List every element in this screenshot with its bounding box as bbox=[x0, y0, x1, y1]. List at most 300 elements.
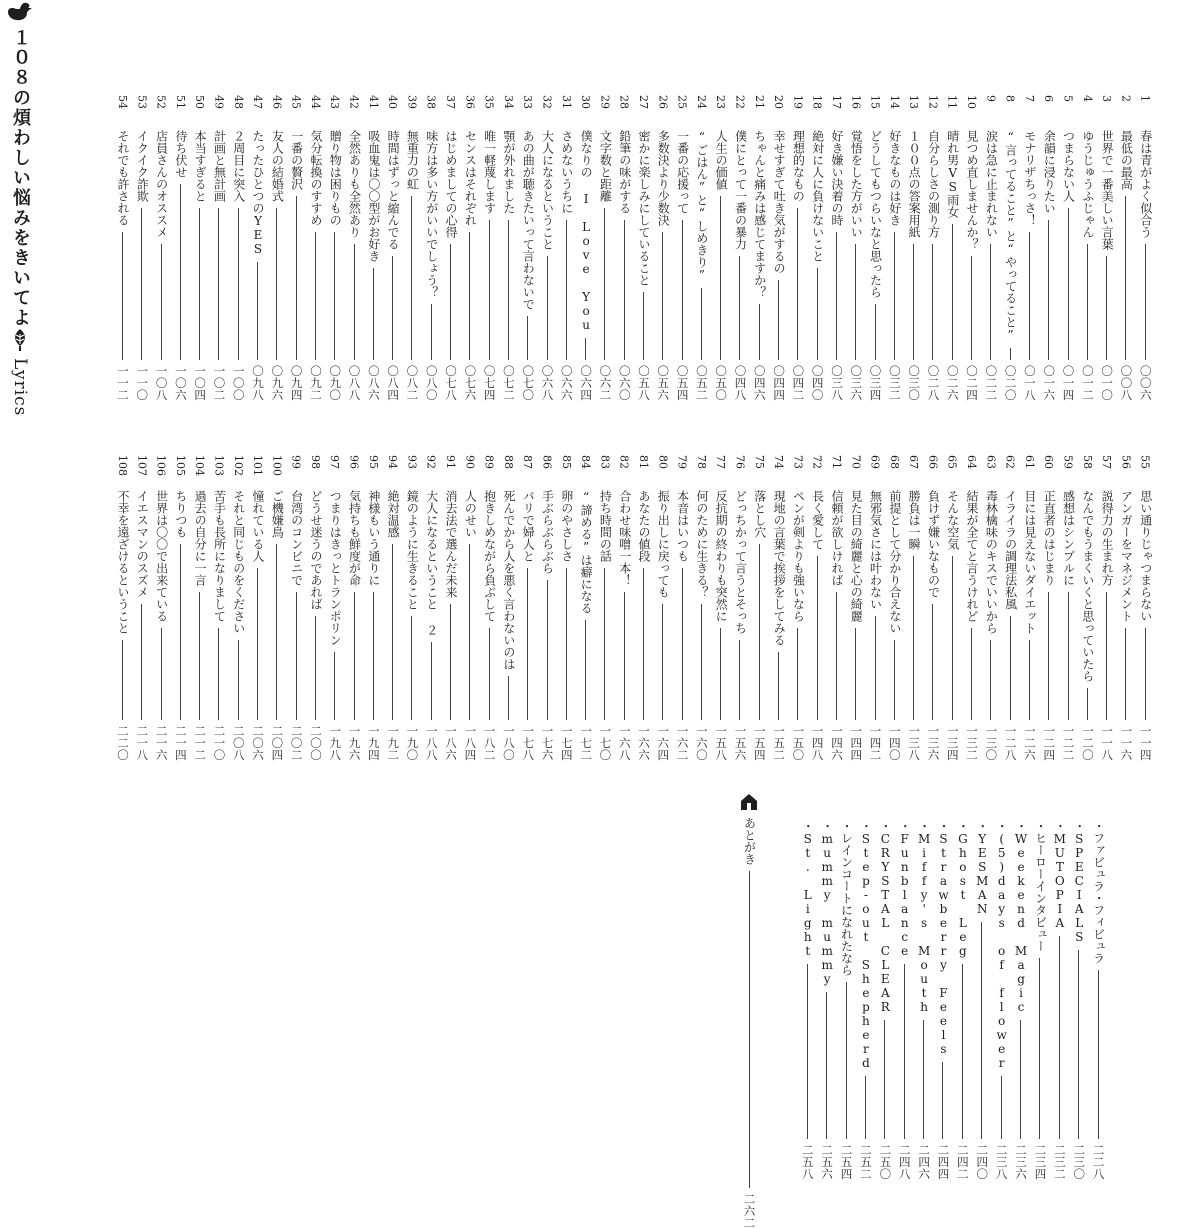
toc-entry[interactable] bbox=[1078, 95, 1097, 401]
lyrics-list bbox=[798, 820, 1108, 1180]
leader-line bbox=[894, 640, 895, 720]
toc-entry[interactable] bbox=[750, 455, 769, 761]
entry-page: 二五二 bbox=[858, 1144, 873, 1180]
entry-page: 〇〇八 bbox=[1119, 365, 1134, 401]
leader-line bbox=[1106, 592, 1107, 720]
toc-entry[interactable] bbox=[972, 820, 991, 1180]
toc-entry[interactable] bbox=[364, 455, 383, 761]
toc-entry[interactable] bbox=[711, 455, 730, 761]
toc-entry[interactable] bbox=[788, 95, 807, 401]
toc-entry[interactable] bbox=[190, 455, 209, 761]
toc-entry[interactable] bbox=[422, 95, 441, 401]
toc-entry[interactable] bbox=[1078, 455, 1097, 761]
entry-title: センスはそれぞれ bbox=[463, 130, 478, 226]
entry-title: ご機嫌鳥 bbox=[270, 490, 285, 538]
toc-entry[interactable] bbox=[846, 455, 865, 761]
entry-title: 一番の応援って bbox=[675, 130, 690, 214]
entry-page: 一三六 bbox=[926, 725, 941, 761]
toc-entry[interactable] bbox=[557, 95, 576, 401]
toc-entry[interactable] bbox=[827, 455, 846, 761]
leaf-icon bbox=[10, 328, 30, 352]
toc-entry[interactable] bbox=[325, 455, 344, 761]
toc-entry[interactable] bbox=[981, 95, 1000, 401]
toc-entry[interactable] bbox=[1097, 455, 1116, 761]
toc-entry[interactable] bbox=[595, 455, 614, 761]
toc-entry[interactable] bbox=[992, 820, 1011, 1180]
entry-title: 鉛筆の味がする bbox=[617, 130, 632, 214]
entry-page: 〇五二 bbox=[694, 365, 709, 401]
toc-entry[interactable] bbox=[267, 95, 286, 401]
leader-line bbox=[257, 262, 258, 360]
entry-number: 68 bbox=[887, 455, 901, 469]
leader-line bbox=[141, 604, 142, 720]
entry-page: 一六〇 bbox=[694, 725, 709, 761]
toc-entry[interactable] bbox=[866, 95, 885, 401]
entry-page: 一六六 bbox=[636, 725, 651, 761]
toc-entry[interactable] bbox=[538, 455, 557, 761]
entry-title: 正直者のはじまり bbox=[1042, 490, 1057, 586]
entry-page: 〇九二 bbox=[308, 365, 323, 401]
toc-entry[interactable] bbox=[1116, 455, 1135, 761]
toc-entry[interactable] bbox=[1020, 455, 1039, 761]
toc-entry[interactable] bbox=[345, 455, 364, 761]
leader-line bbox=[527, 316, 528, 360]
leader-line bbox=[392, 544, 393, 720]
toc-entry[interactable] bbox=[730, 455, 749, 761]
entry-page: 〇五八 bbox=[636, 365, 651, 401]
leader-line bbox=[315, 232, 316, 360]
leader-line bbox=[489, 628, 490, 720]
entry-number: 100 bbox=[270, 455, 284, 476]
toc-entry[interactable] bbox=[962, 95, 981, 401]
entry-title: 大人になるということ bbox=[540, 130, 555, 250]
toc-entry[interactable] bbox=[557, 455, 576, 761]
entry-page: 一三八 bbox=[907, 725, 922, 761]
leader-line bbox=[971, 628, 972, 720]
entry-title: ２周目に突入 bbox=[231, 130, 246, 202]
entry-title: さめないうちに bbox=[559, 130, 574, 214]
entry-page: 二二八 bbox=[1091, 1144, 1106, 1180]
entry-page: 二一〇 bbox=[212, 725, 227, 761]
toc-entry[interactable] bbox=[933, 820, 952, 1180]
afterword bbox=[738, 793, 760, 1229]
entry-title: 抱きしめながら負ぶして bbox=[482, 490, 497, 622]
toc-entry[interactable] bbox=[132, 455, 151, 761]
leader-line bbox=[1010, 348, 1011, 360]
toc-entry[interactable] bbox=[798, 820, 817, 1180]
toc-entry[interactable] bbox=[895, 820, 914, 1180]
leader-line bbox=[1125, 628, 1126, 720]
entry-title: ・St. Light bbox=[800, 820, 815, 958]
toc-entry[interactable] bbox=[1039, 455, 1058, 761]
entry-title: はじめましての心得 bbox=[444, 130, 459, 238]
toc-entry[interactable] bbox=[904, 95, 923, 401]
leader-line bbox=[276, 544, 277, 720]
entry-number: 17 bbox=[829, 95, 843, 109]
leader-line bbox=[643, 568, 644, 720]
toc-entry[interactable] bbox=[981, 455, 1000, 761]
entry-number: 61 bbox=[1022, 455, 1036, 469]
toc-entry[interactable] bbox=[653, 455, 672, 761]
entry-title: 鏡のように生きること bbox=[405, 490, 420, 610]
toc-entry[interactable] bbox=[460, 95, 479, 401]
entry-number: 104 bbox=[193, 455, 207, 476]
toc-entry[interactable] bbox=[846, 95, 865, 401]
toc-entry[interactable] bbox=[152, 95, 171, 401]
leader-line bbox=[923, 1020, 924, 1139]
toc-entry[interactable] bbox=[306, 95, 325, 401]
toc-entry[interactable] bbox=[518, 455, 537, 761]
entry-page: 二五〇 bbox=[878, 1144, 893, 1180]
entry-title: 自分らしさの測り方 bbox=[926, 130, 941, 238]
toc-entry[interactable] bbox=[1089, 820, 1108, 1180]
toc-entry[interactable] bbox=[364, 95, 383, 401]
toc-entry[interactable] bbox=[499, 455, 518, 761]
entry-title: 前提として分かり合えない bbox=[887, 490, 902, 634]
entry-title: “諦める”は癖になる bbox=[579, 490, 594, 614]
toc-entry[interactable] bbox=[923, 455, 942, 761]
entry-title: ・MUTOPIA bbox=[1052, 820, 1067, 930]
entry-title: “言ってること”と“やってること” bbox=[1003, 130, 1018, 342]
entry-number: 34 bbox=[501, 95, 515, 109]
toc-entry[interactable] bbox=[1059, 95, 1078, 401]
toc-entry[interactable] bbox=[518, 95, 537, 401]
entry-page: 一六二 bbox=[675, 725, 690, 761]
entry-title: 文字数と距離 bbox=[598, 130, 613, 202]
leader-line bbox=[180, 544, 181, 720]
toc-entry[interactable] bbox=[538, 95, 557, 401]
toc-entry[interactable] bbox=[866, 455, 885, 761]
entry-number: 102 bbox=[231, 455, 245, 476]
entry-number: 39 bbox=[405, 95, 419, 109]
entry-number: 73 bbox=[791, 455, 805, 469]
leader-line bbox=[875, 304, 876, 360]
entry-page: 二〇二 bbox=[289, 725, 304, 761]
toc-entry[interactable] bbox=[248, 95, 267, 401]
duck-icon bbox=[6, 0, 34, 22]
toc-entry[interactable] bbox=[267, 455, 286, 761]
entry-title: 持ち時間の話 bbox=[598, 490, 613, 562]
entry-page: 二〇四 bbox=[270, 725, 285, 761]
toc-entry[interactable] bbox=[345, 95, 364, 401]
toc-entry[interactable] bbox=[673, 455, 692, 761]
toc-entry[interactable] bbox=[1030, 820, 1049, 1180]
entry-number: 20 bbox=[772, 95, 786, 109]
toc-entry[interactable] bbox=[287, 455, 306, 761]
afterword-entry[interactable] bbox=[738, 817, 760, 1229]
entry-title: モナリザちっさ！ bbox=[1022, 130, 1037, 226]
leader-line bbox=[1048, 592, 1049, 720]
toc-entry[interactable] bbox=[209, 95, 228, 401]
toc-entry[interactable] bbox=[1039, 95, 1058, 401]
entry-number: 48 bbox=[231, 95, 245, 109]
entry-number: 31 bbox=[559, 95, 573, 109]
entry-page: 二四〇 bbox=[975, 1144, 990, 1180]
entry-title: 長く愛して bbox=[810, 490, 825, 550]
entry-title: ・ファビュラ・フィビュラ bbox=[1091, 820, 1106, 964]
entry-title: 友人の結婚式 bbox=[270, 130, 285, 202]
entry-number: 14 bbox=[887, 95, 901, 109]
leader-line bbox=[334, 652, 335, 720]
toc-entry[interactable] bbox=[1136, 95, 1155, 401]
toc-entry[interactable] bbox=[499, 95, 518, 401]
entry-number: 96 bbox=[347, 455, 361, 469]
entry-title: そんな空気 bbox=[945, 490, 960, 550]
entry-title: 苦手も長所になりまして bbox=[212, 490, 227, 622]
entry-page: 二一八 bbox=[135, 725, 150, 761]
entry-title: 気分転換のすすめ bbox=[308, 130, 323, 226]
toc-entry[interactable] bbox=[904, 455, 923, 761]
toc-entry[interactable] bbox=[460, 455, 479, 761]
leader-line bbox=[547, 580, 548, 720]
toc-entry[interactable] bbox=[113, 95, 132, 401]
toc-entry[interactable] bbox=[383, 455, 402, 761]
entry-title: 好き嫌い決着の時 bbox=[829, 130, 844, 226]
entry-number: 16 bbox=[849, 95, 863, 109]
leader-line bbox=[990, 640, 991, 720]
entry-title: つまりはきっとトランポリン bbox=[328, 490, 343, 646]
entry-number: 37 bbox=[444, 95, 458, 109]
toc-entry[interactable] bbox=[788, 455, 807, 761]
toc-entry[interactable] bbox=[229, 95, 248, 401]
toc-entry[interactable] bbox=[325, 95, 344, 401]
toc-entry[interactable] bbox=[441, 455, 460, 761]
leader-line bbox=[836, 232, 837, 360]
entry-number: 71 bbox=[829, 455, 843, 469]
entry-title: 理想的なもの bbox=[791, 130, 806, 202]
toc-entry[interactable] bbox=[113, 455, 132, 761]
toc-entry[interactable] bbox=[1136, 455, 1155, 761]
toc-entry[interactable] bbox=[808, 95, 827, 401]
entry-title: ・Funblance bbox=[897, 820, 912, 958]
toc-entry[interactable] bbox=[856, 820, 875, 1180]
leader-line bbox=[624, 220, 625, 360]
toc-entry[interactable] bbox=[885, 95, 904, 401]
leader-line bbox=[739, 256, 740, 360]
leader-line bbox=[161, 628, 162, 720]
toc-entry[interactable] bbox=[885, 455, 904, 761]
entry-number: 107 bbox=[135, 455, 149, 476]
entry-title: ・Ghost Leg bbox=[955, 820, 970, 958]
entry-page: 一二〇 bbox=[1080, 725, 1095, 761]
toc-entry[interactable] bbox=[953, 820, 972, 1180]
entry-title: 好きなものは好き bbox=[887, 130, 902, 226]
toc-entry[interactable] bbox=[248, 455, 267, 761]
leader-line bbox=[122, 232, 123, 360]
toc-entry[interactable] bbox=[837, 820, 856, 1180]
entry-title: 反抗期の終わりも突然に bbox=[714, 490, 729, 622]
entry-number: 56 bbox=[1119, 455, 1133, 469]
toc-entry[interactable] bbox=[383, 95, 402, 401]
entry-number: 103 bbox=[212, 455, 226, 476]
toc-entry[interactable] bbox=[171, 455, 190, 761]
entry-title: 卵のやさしさ bbox=[559, 490, 574, 562]
toc-entry[interactable] bbox=[711, 95, 730, 401]
toc-entry[interactable] bbox=[595, 95, 614, 401]
entry-number: 79 bbox=[675, 455, 689, 469]
leader-line bbox=[884, 1020, 885, 1139]
entry-number: 67 bbox=[907, 455, 921, 469]
toc-entry[interactable] bbox=[817, 820, 836, 1180]
toc-entry[interactable] bbox=[1059, 455, 1078, 761]
entry-number: 52 bbox=[154, 95, 168, 109]
entry-number: 58 bbox=[1080, 455, 1094, 469]
entry-page: 二一二 bbox=[193, 725, 208, 761]
toc-entry[interactable] bbox=[190, 95, 209, 401]
toc-entry[interactable] bbox=[1069, 820, 1088, 1180]
leader-line bbox=[1020, 1020, 1021, 1139]
entry-title: つまらない人 bbox=[1061, 130, 1076, 202]
toc-entry[interactable] bbox=[615, 95, 634, 401]
entry-number: 83 bbox=[598, 455, 612, 469]
entry-number: 98 bbox=[308, 455, 322, 469]
toc-entry[interactable] bbox=[402, 95, 421, 401]
entry-title: 負けず嫌いなもので bbox=[926, 490, 941, 598]
entry-title: 現地の言葉で挨拶をしてみる bbox=[772, 490, 787, 646]
toc-entry[interactable] bbox=[480, 455, 499, 761]
leader-line bbox=[1145, 244, 1146, 360]
toc-entry[interactable] bbox=[730, 95, 749, 401]
afterword-page: 二六二 bbox=[742, 1193, 757, 1229]
entry-page: 〇五四 bbox=[675, 365, 690, 401]
toc-entry[interactable] bbox=[808, 455, 827, 761]
toc-entry[interactable] bbox=[171, 95, 190, 401]
entry-title: 待ち伏せ bbox=[173, 130, 188, 178]
entry-number: 70 bbox=[849, 455, 863, 469]
entry-title: 幸せすぎて吐き気がするの bbox=[772, 130, 787, 274]
entry-page: 〇四四 bbox=[772, 365, 787, 401]
toc-entry[interactable] bbox=[1001, 455, 1020, 761]
toc-entry[interactable] bbox=[769, 455, 788, 761]
entry-number: 92 bbox=[424, 455, 438, 469]
toc-entry[interactable] bbox=[441, 95, 460, 401]
toc-entry[interactable] bbox=[132, 95, 151, 401]
entry-page: 〇五六 bbox=[656, 365, 671, 401]
entry-number: 86 bbox=[540, 455, 554, 469]
entry-title: 本音はいつも bbox=[675, 490, 690, 562]
toc-entry[interactable] bbox=[576, 455, 595, 761]
entry-page: 二五六 bbox=[820, 1144, 835, 1180]
entry-title: イクイク詐欺 bbox=[135, 130, 150, 202]
toc-entry[interactable] bbox=[750, 95, 769, 401]
entry-title: 憧れている人 bbox=[251, 490, 266, 562]
entry-title: 涙は急に止まれない bbox=[984, 130, 999, 238]
entry-page: 二三八 bbox=[994, 1144, 1009, 1180]
entry-page: 一五二 bbox=[772, 725, 787, 761]
leader-line bbox=[180, 184, 181, 360]
toc-list-2 bbox=[113, 455, 1155, 761]
leader-line bbox=[807, 964, 808, 1139]
toc-entry[interactable] bbox=[576, 95, 595, 401]
entry-title: どうせ迷うのであれば bbox=[308, 490, 323, 610]
entry-page: 〇一四 bbox=[1061, 365, 1076, 401]
leader-line bbox=[527, 568, 528, 720]
toc-entry[interactable] bbox=[209, 455, 228, 761]
entry-page: 二四四 bbox=[936, 1144, 951, 1180]
leader-line bbox=[1029, 640, 1030, 720]
toc-entry[interactable] bbox=[943, 455, 962, 761]
entry-title: ちりつも bbox=[173, 490, 188, 538]
entry-page: 〇九〇 bbox=[328, 365, 343, 401]
entry-page: 〇七〇 bbox=[521, 365, 536, 401]
leader-line bbox=[566, 220, 567, 360]
toc-entry[interactable] bbox=[634, 95, 653, 401]
entry-number: 35 bbox=[482, 95, 496, 109]
entry-page: 〇二八 bbox=[926, 365, 941, 401]
entry-page: 〇六二 bbox=[598, 365, 613, 401]
toc-entry[interactable] bbox=[287, 95, 306, 401]
entry-title: 見た目の綺麗と心の綺麗 bbox=[849, 490, 864, 622]
toc-entry[interactable] bbox=[914, 820, 933, 1180]
toc-entry[interactable] bbox=[422, 455, 441, 761]
toc-entry[interactable] bbox=[653, 95, 672, 401]
entry-page: 二三六 bbox=[1014, 1144, 1029, 1180]
entry-number: 106 bbox=[154, 455, 168, 476]
toc-entry[interactable] bbox=[480, 95, 499, 401]
toc-entry[interactable] bbox=[1011, 820, 1030, 1180]
toc-entry[interactable] bbox=[769, 95, 788, 401]
entry-title: 毒林檎味のキスでいいから bbox=[984, 490, 999, 634]
toc-entry[interactable] bbox=[962, 455, 981, 761]
toc-entry[interactable] bbox=[692, 95, 711, 401]
toc-entry[interactable] bbox=[306, 455, 325, 761]
toc-entry[interactable] bbox=[827, 95, 846, 401]
toc-entry[interactable] bbox=[402, 455, 421, 761]
toc-entry[interactable] bbox=[634, 455, 653, 761]
toc-entry[interactable] bbox=[923, 95, 942, 401]
toc-entry[interactable] bbox=[1116, 95, 1135, 401]
entry-page: 〇八八 bbox=[347, 365, 362, 401]
toc-entry[interactable] bbox=[673, 95, 692, 401]
toc-entry[interactable] bbox=[1097, 95, 1116, 401]
entry-number: 78 bbox=[694, 455, 708, 469]
toc-entry[interactable] bbox=[1001, 95, 1020, 401]
leader-line bbox=[990, 244, 991, 360]
toc-heading bbox=[0, 0, 40, 328]
entry-title: 絶対温感 bbox=[386, 490, 401, 538]
entry-page: 二四二 bbox=[955, 1144, 970, 1180]
leader-line bbox=[585, 338, 586, 360]
entry-page: 一九八 bbox=[328, 725, 343, 761]
leader-line bbox=[334, 232, 335, 360]
entry-title: 一番の贅沢 bbox=[289, 130, 304, 190]
entry-page: 〇九八 bbox=[251, 365, 266, 401]
toc-entry[interactable] bbox=[615, 455, 634, 761]
entry-title: 時間はずっと縮んでる bbox=[386, 130, 401, 250]
entry-number: 93 bbox=[405, 455, 419, 469]
entry-page: 一七八 bbox=[521, 725, 536, 761]
leader-line bbox=[508, 676, 509, 720]
entry-page: 〇〇六 bbox=[1138, 365, 1153, 401]
entry-title: パリで婦人と bbox=[521, 490, 536, 562]
toc-entry[interactable] bbox=[692, 455, 711, 761]
leader-line bbox=[1106, 256, 1107, 360]
entry-title: ・YESMAN bbox=[975, 820, 990, 916]
toc-entry[interactable] bbox=[152, 455, 171, 761]
toc-entry[interactable] bbox=[1020, 95, 1039, 401]
toc-entry[interactable] bbox=[943, 95, 962, 401]
entry-page: 〇九四 bbox=[289, 365, 304, 401]
entry-page: 〇三二 bbox=[887, 365, 902, 401]
entry-number: 88 bbox=[501, 455, 515, 469]
leader-line bbox=[624, 592, 625, 720]
toc-entry[interactable] bbox=[1050, 820, 1069, 1180]
leader-line bbox=[855, 628, 856, 720]
entry-number: 54 bbox=[115, 95, 129, 109]
toc-entry[interactable] bbox=[229, 455, 248, 761]
toc-entry[interactable] bbox=[875, 820, 894, 1180]
entry-number: 47 bbox=[251, 95, 265, 109]
